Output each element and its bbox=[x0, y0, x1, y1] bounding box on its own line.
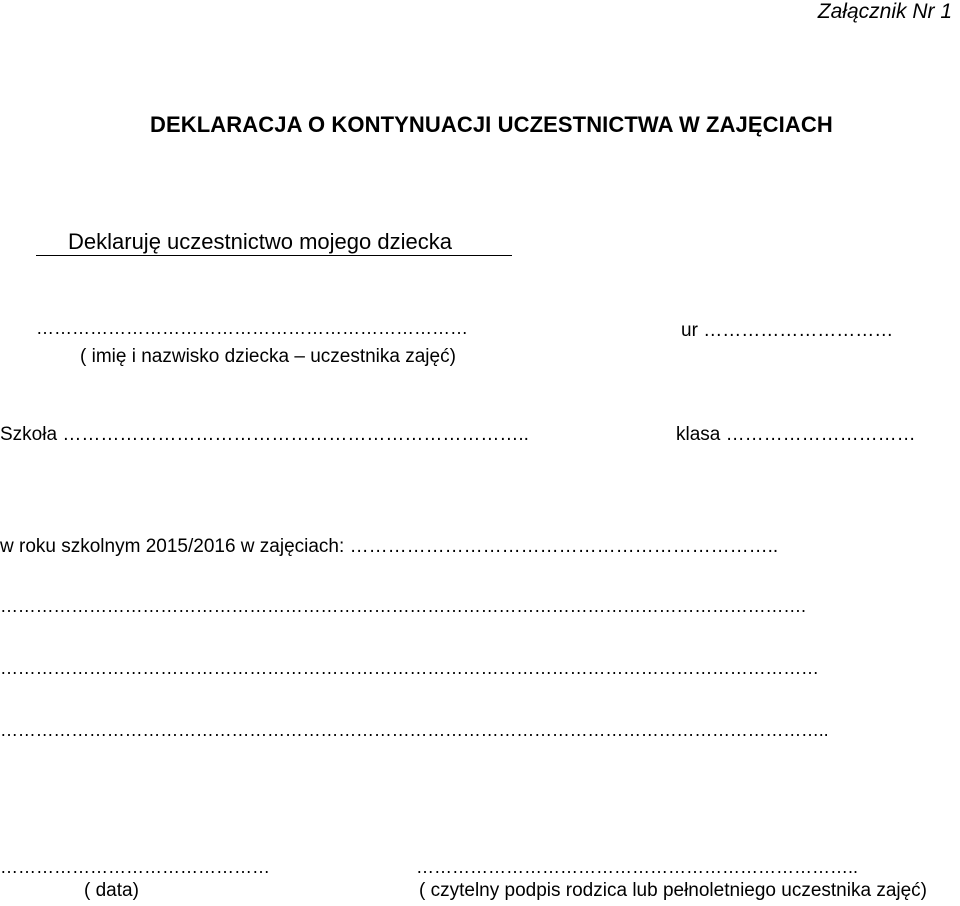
annex-label: Załącznik Nr 1 bbox=[817, 0, 952, 23]
birth-label: ur bbox=[681, 320, 698, 341]
activities-dots: ………………………………………………………….. bbox=[349, 536, 779, 557]
school-field[interactable] bbox=[0, 424, 529, 446]
school-dots: ……………………………………………………………….. bbox=[62, 424, 529, 445]
blank-line-2[interactable]: ………………………………………………………………………………………………………………………… bbox=[0, 658, 819, 678]
page-title: DEKLARACJA O KONTYNUACJI UCZESTNICTWA W ZAJĘCIACH bbox=[150, 112, 833, 137]
class-field[interactable] bbox=[676, 424, 916, 446]
signature-field[interactable]: ……………………………………………………………….. bbox=[416, 857, 859, 877]
blank-line-1[interactable]: ………………………………………………………………………………………………………………………. bbox=[0, 596, 806, 616]
child-name-hint: ( imię i nazwisko dziecka – uczestnika zajęć) bbox=[80, 346, 456, 367]
activities-label: w roku szkolnym 2015/2016 w zajęciach: bbox=[0, 536, 345, 557]
declaration-intro: Deklaruję uczestnictwo mojego dziecka bbox=[36, 228, 512, 256]
birth-dots: ………………………… bbox=[703, 320, 894, 341]
school-label: Szkoła bbox=[0, 424, 58, 445]
child-name-field[interactable]: ……………………………………………………………… bbox=[36, 318, 468, 338]
date-field[interactable]: ……………………………………… bbox=[0, 857, 270, 877]
birth-field[interactable] bbox=[681, 320, 893, 342]
date-label: ( data) bbox=[84, 880, 139, 901]
signature-label: ( czytelny podpis rodzica lub pełnoletniego uczestnika zajęć) bbox=[419, 880, 927, 901]
activities-field[interactable] bbox=[0, 536, 778, 558]
class-label: klasa bbox=[676, 424, 721, 445]
blank-line-3[interactable]: ………………………………………………………………………………………………………………………….. bbox=[0, 720, 829, 740]
class-dots: ………………………… bbox=[725, 424, 916, 445]
